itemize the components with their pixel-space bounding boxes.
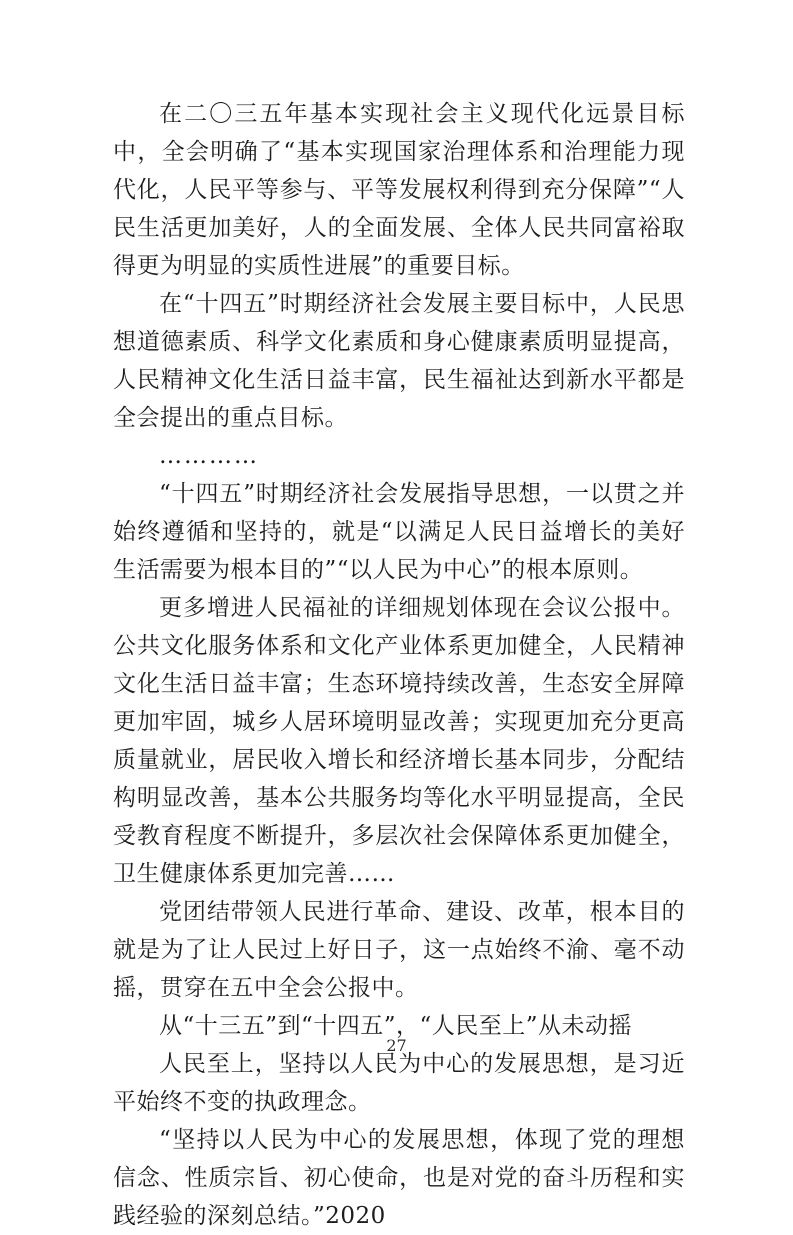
paragraph-welfare-planning: 更多增进人民福祉的详细规划体现在会议公报中。公共文化服务体系和文化产业体系更加健全，人民精神文化生活日益丰富；生态环境持续改善，生态安全屏障更加牢固，城乡人居环境明显改善；实现更加充分更高质量就业，居民收入增长和经济增长基本同步，分配结构明显改善，基本公共服务均等化水平明显提高，全民受教育程度不断提升，多层次社会保障体系更加健全，卫生健康体系更加完善…… xyxy=(113,595,685,887)
paragraph-2035-goals: 在二〇三五年基本实现社会主义现代化远景目标中，全会明确了“基本实现国家治理体系和治理能力现代化，人民平等参与、平等发展权利得到充分保障”“人民生活更加美好，人的全面发展、全体人民共同富裕取得更为明显的实质性进展”的重要目标。 xyxy=(113,101,685,279)
body-text xyxy=(113,95,685,1235)
paragraph-governing-philosophy: 人民至上，坚持以人民为中心的发展思想，是习近平始终不变的执政理念。 xyxy=(113,1051,685,1115)
page-number: 27 xyxy=(386,1036,407,1055)
paragraph-quote-summary: “坚持以人民为中心的发展思想，体现了党的理想信念、性质宗旨、初心使命，也是对党的奋斗历程和实践经验的深刻总结。”2020 xyxy=(113,1127,685,1229)
paragraph-party-purpose: 党团结带领人民进行革命、建设、改革，根本目的就是为了让人民过上好日子，这一点始终不渝、毫不动摇，贯穿在五中全会公报中。 xyxy=(113,899,685,1001)
paragraph-guiding-ideology: “十四五”时期经济社会发展指导思想，一以贯之并始终遵循和坚持的，就是“以满足人民日益增长的美好生活需要为根本目的”“以人民为中心”的根本原则。 xyxy=(113,481,685,583)
paragraph-14th-plan-goals: 在“十四五”时期经济社会发展主要目标中，人民思想道德素质、科学文化素质和身心健康素质明显提高，人民精神文化生活日益丰富，民生福祉达到新水平都是全会提出的重点目标。 xyxy=(113,291,685,431)
paragraph-subheading-people-first: 从“十三五”到“十四五”，“人民至上”从未动摇 xyxy=(159,1013,633,1039)
paragraph-ellipsis: ………… xyxy=(159,443,259,469)
